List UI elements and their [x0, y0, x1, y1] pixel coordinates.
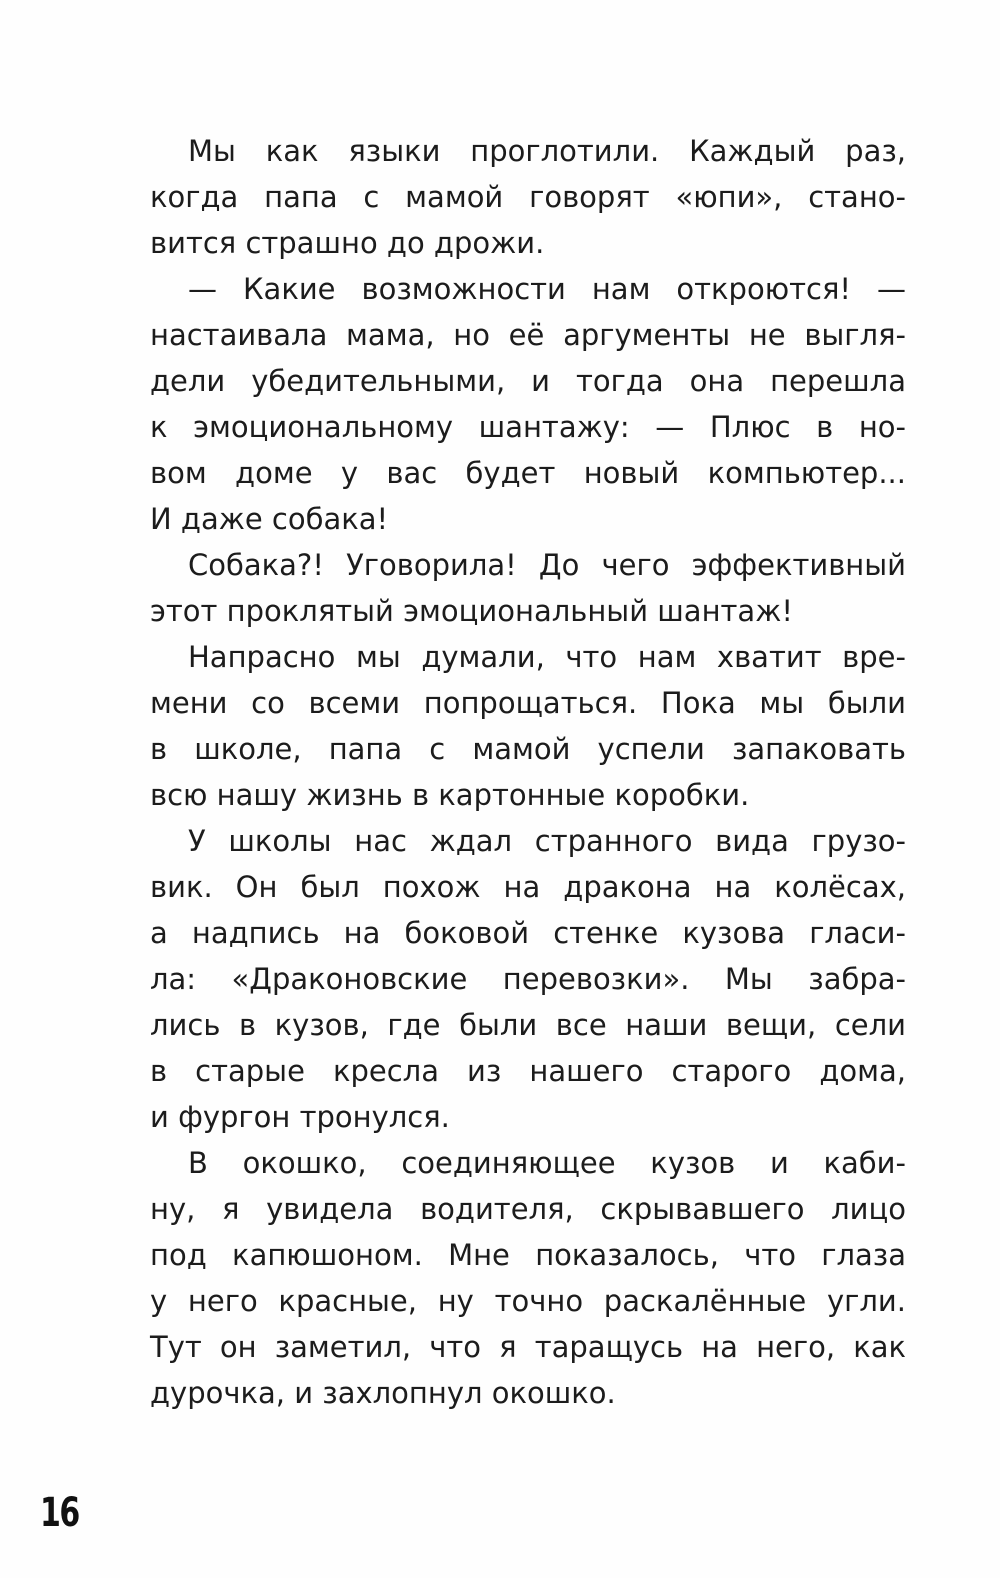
text-line: лись в кузов, где были все наши вещи, сели [150, 1008, 906, 1042]
text-line: вится страшно до дрожи. [150, 226, 545, 260]
text-line: дели убедительными, и тогда она перешла [150, 364, 906, 398]
text-line: этот проклятый эмоциональный шантаж! [150, 594, 793, 628]
text-line: настаивала мама, но её аргументы не выгля- [150, 318, 906, 352]
text-line: когда папа с мамой говорят «юпи», стано- [150, 180, 906, 214]
page-number: 16 [40, 1490, 79, 1536]
text-line: у него красные, ну точно раскалённые угли. [150, 1284, 906, 1318]
text-line: И даже собака! [150, 502, 389, 536]
text-line: — Какие возможности нам откроются! — [188, 272, 906, 306]
text-line: мени со всеми попрощаться. Пока мы были [150, 686, 906, 720]
text-line: Собака?! Уговорила! До чего эффективный [188, 548, 906, 582]
text-line: вик. Он был похож на дракона на колёсах, [150, 870, 906, 904]
text-line: Тут он заметил, что я таращусь на него, как [150, 1330, 906, 1364]
text-line: а надпись на боковой стенке кузова гласи- [150, 916, 906, 950]
text-line: Напрасно мы думали, что нам хватит вре- [188, 640, 906, 674]
body-text [150, 128, 906, 1416]
text-line: к эмоциональному шантажу: — Плюс в но- [150, 410, 906, 444]
text-line: вом доме у вас будет новый компьютер... [150, 456, 906, 490]
text-line: У школы нас ждал странного вида грузо- [188, 824, 906, 858]
text-line: всю нашу жизнь в картонные коробки. [150, 778, 750, 812]
text-line: под капюшоном. Мне показалось, что глаза [150, 1238, 906, 1272]
text-line: дурочка, и захлопнул окошко. [150, 1376, 616, 1410]
text-line: В окошко, соединяющее кузов и каби- [188, 1146, 906, 1180]
text-line: и фургон тронулся. [150, 1100, 450, 1134]
text-line: в старые кресла из нашего старого дома, [150, 1054, 906, 1088]
text-line: Мы как языки проглотили. Каждый раз, [188, 134, 906, 168]
text-line: ну, я увидела водителя, скрывавшего лицо [150, 1192, 906, 1226]
text-line: в школе, папа с мамой успели запаковать [150, 732, 906, 766]
text-line: ла: «Драконовские перевозки». Мы забра- [150, 962, 906, 996]
